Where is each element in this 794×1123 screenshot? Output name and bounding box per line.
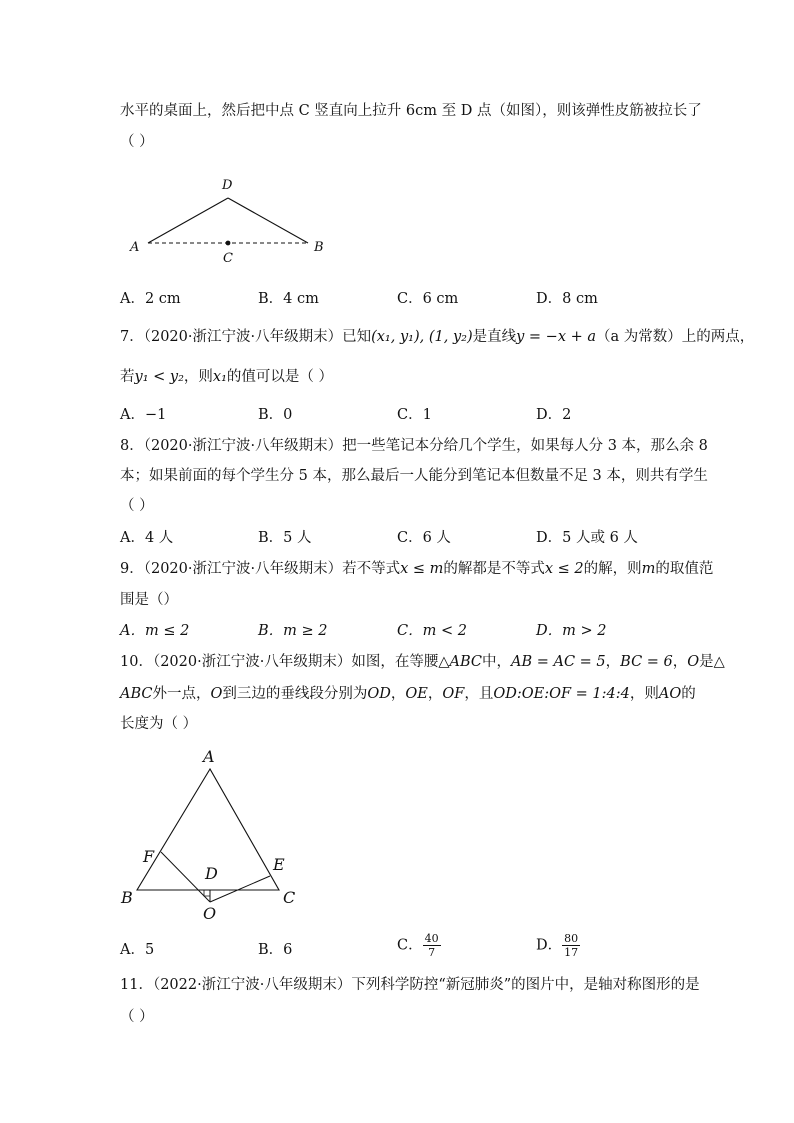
q10-label-o: O <box>203 904 217 923</box>
q6-option-d[interactable]: D．8 cm <box>536 291 598 307</box>
q7-line2-suffix: 的值可以是（ ） <box>226 369 333 385</box>
q8-option-a[interactable]: A．4 人 <box>120 530 174 546</box>
q11-text-line1: 11．（2022·浙江宁波·八年级期末）下列科学防控“新冠肺炎”的图片中，是轴对称图形的是 <box>120 977 700 993</box>
q10-sep: ， <box>605 654 621 670</box>
q9-option-d[interactable]: D．m > 2 <box>536 623 607 639</box>
q8-options <box>120 528 680 548</box>
q7-text-line2 <box>120 367 680 387</box>
q6-segment-db <box>228 198 308 243</box>
q10-l2-o: O <box>210 686 223 702</box>
q10-option-c-label: C． <box>397 937 423 954</box>
q9-mid2: 的解，则 <box>583 561 642 577</box>
q7-condition: y₁ < y₂ <box>134 369 184 385</box>
q10-segment-oe <box>210 876 270 902</box>
q7-line2-prefix: 若 <box>120 369 135 385</box>
q10-eq2: BC = 6 <box>620 654 673 670</box>
q9-option-c[interactable]: C．m < 2 <box>397 623 467 639</box>
q10-mid2: ， <box>672 654 688 670</box>
q10-label-d: D <box>205 864 218 883</box>
q7-mid: 是直线 <box>472 329 517 345</box>
q7-line2-mid: ，则 <box>183 369 213 385</box>
q10-label-c: C <box>283 888 296 907</box>
q9-suffix: 的取值范 <box>655 561 714 577</box>
q7-option-a[interactable]: A．−1 <box>120 407 167 423</box>
q10-right-angle-d <box>204 890 210 896</box>
q9-mid: 的解都是不等式 <box>443 561 545 577</box>
q7-option-d[interactable]: D．2 <box>536 407 572 423</box>
q9-option-a[interactable]: A．m ≤ 2 <box>120 623 190 639</box>
q7-option-b[interactable]: B．0 <box>258 407 293 423</box>
q10-segment-of <box>161 852 210 902</box>
q7-suffix: （a 为常数）上的两点， <box>596 329 755 345</box>
q10-of: OF <box>442 686 465 702</box>
q6-option-a[interactable]: A．2 cm <box>120 291 181 307</box>
q9-options <box>120 621 680 641</box>
q8-option-d[interactable]: D．5 人或 6 人 <box>536 530 638 546</box>
q6-option-b[interactable]: B．4 cm <box>258 291 319 307</box>
q6-label-d: D <box>222 178 233 193</box>
q7-text-line1 <box>120 327 755 347</box>
q7-options <box>120 405 680 425</box>
q10-eq1: AB = AC = 5 <box>510 654 606 670</box>
q10-option-c-denominator: 7 <box>428 946 436 959</box>
q10-l2-b: 到三边的垂线段分别为 <box>222 686 368 702</box>
q9-prefix: 9．（2020·浙江宁波·八年级期末）若不等式 <box>120 561 401 577</box>
q9-text-line1 <box>120 559 714 579</box>
q10-option-d-fraction <box>562 932 580 959</box>
q10-option-d[interactable] <box>536 932 580 959</box>
q6-text-line2: （ ） <box>120 134 154 150</box>
q9-ineq1: x ≤ m <box>400 561 444 577</box>
q10-option-c-fraction <box>423 932 441 959</box>
q10-od: OD <box>367 686 391 702</box>
q10-l2-tri: ABC <box>120 686 153 702</box>
q10-mid1: 中， <box>481 654 511 670</box>
q7-equation: y = −x + a <box>516 329 597 345</box>
q7-points: (x₁, y₁), (1, y₂) <box>371 329 473 345</box>
q10-o: O <box>687 654 700 670</box>
q10-text-line2 <box>120 684 696 704</box>
q9-option-b[interactable]: B．m ≥ 2 <box>258 623 328 639</box>
q8-option-c[interactable]: C．6 人 <box>397 530 451 546</box>
q7-option-c[interactable]: C．1 <box>397 407 432 423</box>
q6-option-c[interactable]: C．6 cm <box>397 291 459 307</box>
q7-var: x₁ <box>212 369 227 385</box>
q10-c1: ， <box>390 686 406 702</box>
q10-l2-a: 外一点， <box>152 686 211 702</box>
q6-label-a: A <box>130 240 140 255</box>
q10-option-d-numerator: 80 <box>564 932 579 945</box>
q8-text-line1: 8．（2020·浙江宁波·八年级期末）把一些笔记本分给几个学生，如果每人分 3 本，那么余 8 <box>120 438 708 454</box>
q8-text-line3: （ ） <box>120 498 154 514</box>
q10-text-line1 <box>120 652 725 672</box>
q10-ratio: OD:OE:OF = 1:4:4 <box>493 686 630 702</box>
q10-l2-c: ，且 <box>464 686 494 702</box>
q10-option-a[interactable]: A．5 <box>120 942 155 958</box>
q10-option-d-denominator: 17 <box>564 946 579 959</box>
q8-option-b[interactable]: B．5 人 <box>258 530 312 546</box>
q10-ao: AO <box>658 686 682 702</box>
q10-l2-e: 的 <box>681 686 696 702</box>
q10-label-a: A <box>203 747 215 766</box>
q11-text-line2: （ ） <box>120 1009 154 1025</box>
q10-l2-d: ，则 <box>629 686 659 702</box>
q10-figure <box>115 742 315 927</box>
q6-point-c <box>226 241 231 246</box>
q8-text-line2: 本；如果前面的每个学生分 5 本，那么最后一人能分到笔记本但数量不足 3 本，则共有学生 <box>120 468 708 484</box>
q10-option-d-label: D． <box>536 937 563 954</box>
q10-oe: OE <box>405 686 428 702</box>
q6-label-b: B <box>314 240 324 255</box>
q10-option-b[interactable]: B．6 <box>258 942 293 958</box>
q10-c2: ， <box>427 686 443 702</box>
q7-prefix: 7．（2020·浙江宁波·八年级期末）已知 <box>120 329 372 345</box>
q6-text-line1: 水平的桌面上，然后把中点 C 竖直向上拉升 6cm 至 D 点（如图），则该弹性皮筋被拉长了 <box>120 103 702 119</box>
q10-prefix: 10．（2020·浙江宁波·八年级期末）如图，在等腰△ <box>120 654 450 670</box>
q10-label-f: F <box>143 847 155 866</box>
q10-option-c[interactable] <box>397 932 441 959</box>
q9-ineq2: x ≤ 2 <box>544 561 584 577</box>
q10-options <box>120 932 680 968</box>
q6-segment-ad <box>148 198 228 243</box>
q10-end1: 是△ <box>699 654 725 670</box>
q9-text-line2: 围是（） <box>120 592 178 608</box>
q10-label-e: E <box>273 855 285 874</box>
q10-option-c-numerator: 40 <box>424 932 439 945</box>
q10-tri: ABC <box>449 654 482 670</box>
q9-var: m <box>641 561 656 577</box>
q6-label-c: C <box>223 251 233 266</box>
q10-text-line3: 长度为（ ） <box>120 716 198 732</box>
q6-figure <box>120 170 340 270</box>
q6-options <box>120 289 680 309</box>
q10-label-b: B <box>121 888 133 907</box>
